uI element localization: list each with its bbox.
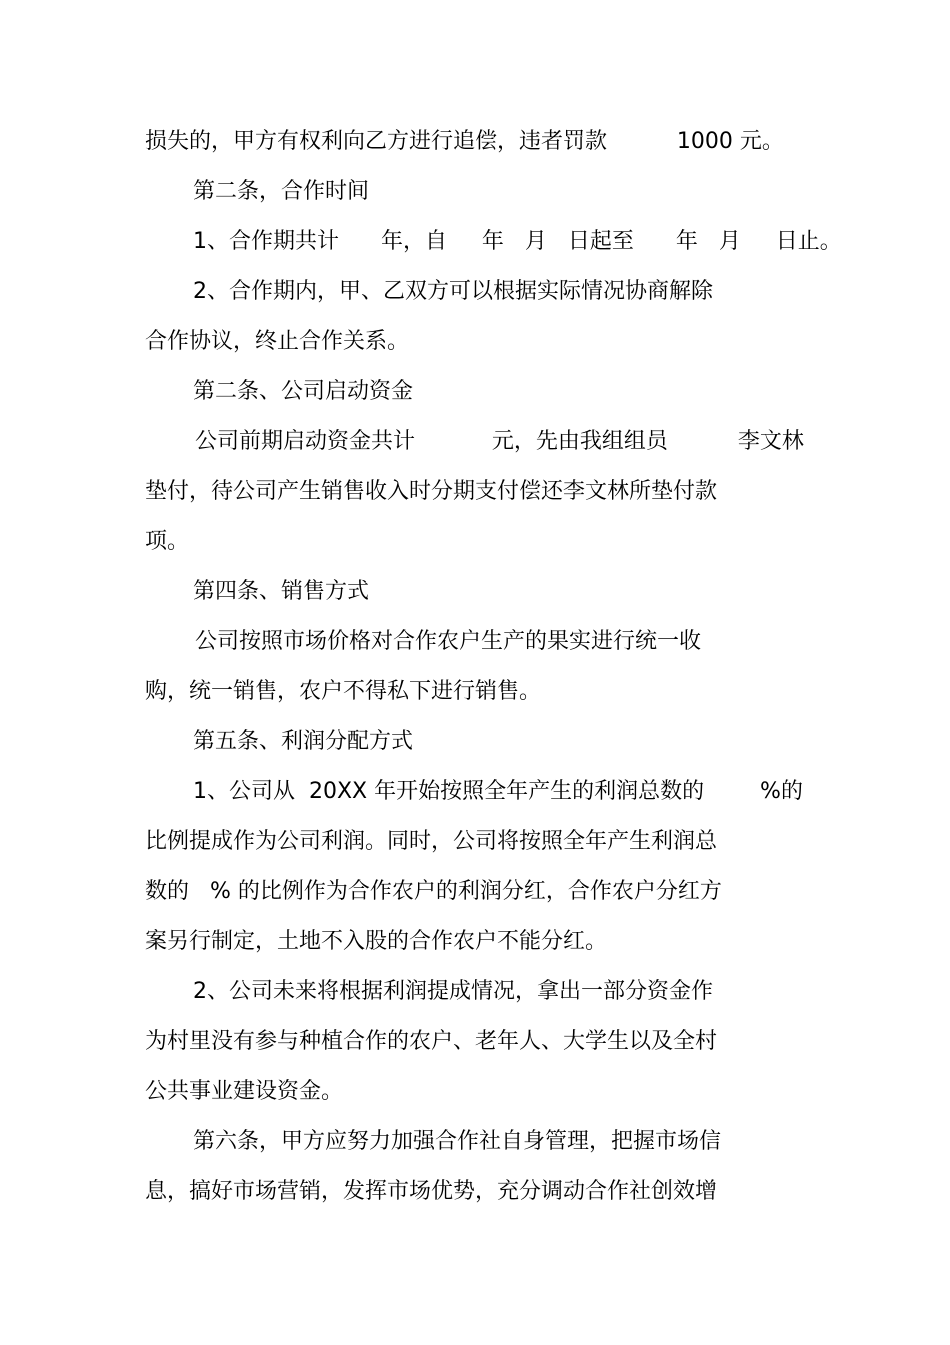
text-line: 1、合作期共计 年，自 年 月 日起至 年 月 日止。	[193, 229, 842, 254]
section-heading: 第六条，甲方应努力加强合作社自身管理，把握市场信	[193, 1129, 722, 1154]
text-line: 公司前期启动资金共计 元，先由我组组员 李文林	[195, 429, 804, 454]
text-line: 合作协议，终止合作关系。	[145, 329, 410, 354]
text-line: 为村里没有参与种植合作的农户、老年人、大学生以及全村	[145, 1029, 718, 1054]
text-line: 购，统一销售，农户不得私下进行销售。	[145, 679, 542, 704]
section-heading: 第四条、销售方式	[193, 579, 370, 604]
text-line: 项。	[145, 529, 190, 554]
text-line: 数的 % 的比例作为合作农户的利润分红，合作农户分红方	[145, 879, 722, 904]
section-heading: 第二条，合作时间	[193, 179, 370, 204]
text-line: 1、公司从 20XX 年开始按照全年产生的利润总数的 %的	[193, 779, 803, 804]
text-line: 2、公司未来将根据利润提成情况，拿出一部分资金作	[193, 979, 713, 1004]
text-line: 案另行制定，土地不入股的合作农户不能分红。	[145, 929, 608, 954]
text-line: 2、合作期内，甲、乙双方可以根据实际情况协商解除	[193, 279, 713, 304]
text-line: 垫付，待公司产生销售收入时分期支付偿还李文林所垫付款	[145, 479, 718, 504]
text-line: 公共事业建设资金。	[145, 1079, 344, 1104]
text-line: 息，搞好市场营销，发挥市场优势，充分调动合作社创效增	[145, 1179, 718, 1204]
section-heading: 第五条、利润分配方式	[193, 729, 414, 754]
section-heading: 第二条、公司启动资金	[193, 379, 414, 404]
text-line: 比例提成作为公司利润。同时，公司将按照全年产生利润总	[145, 829, 718, 854]
text-line: 公司按照市场价格对合作农户生产的果实进行统一收	[195, 629, 702, 654]
text-line: 损失的，甲方有权利向乙方进行追偿，违者罚款 1000 元。	[145, 129, 784, 154]
